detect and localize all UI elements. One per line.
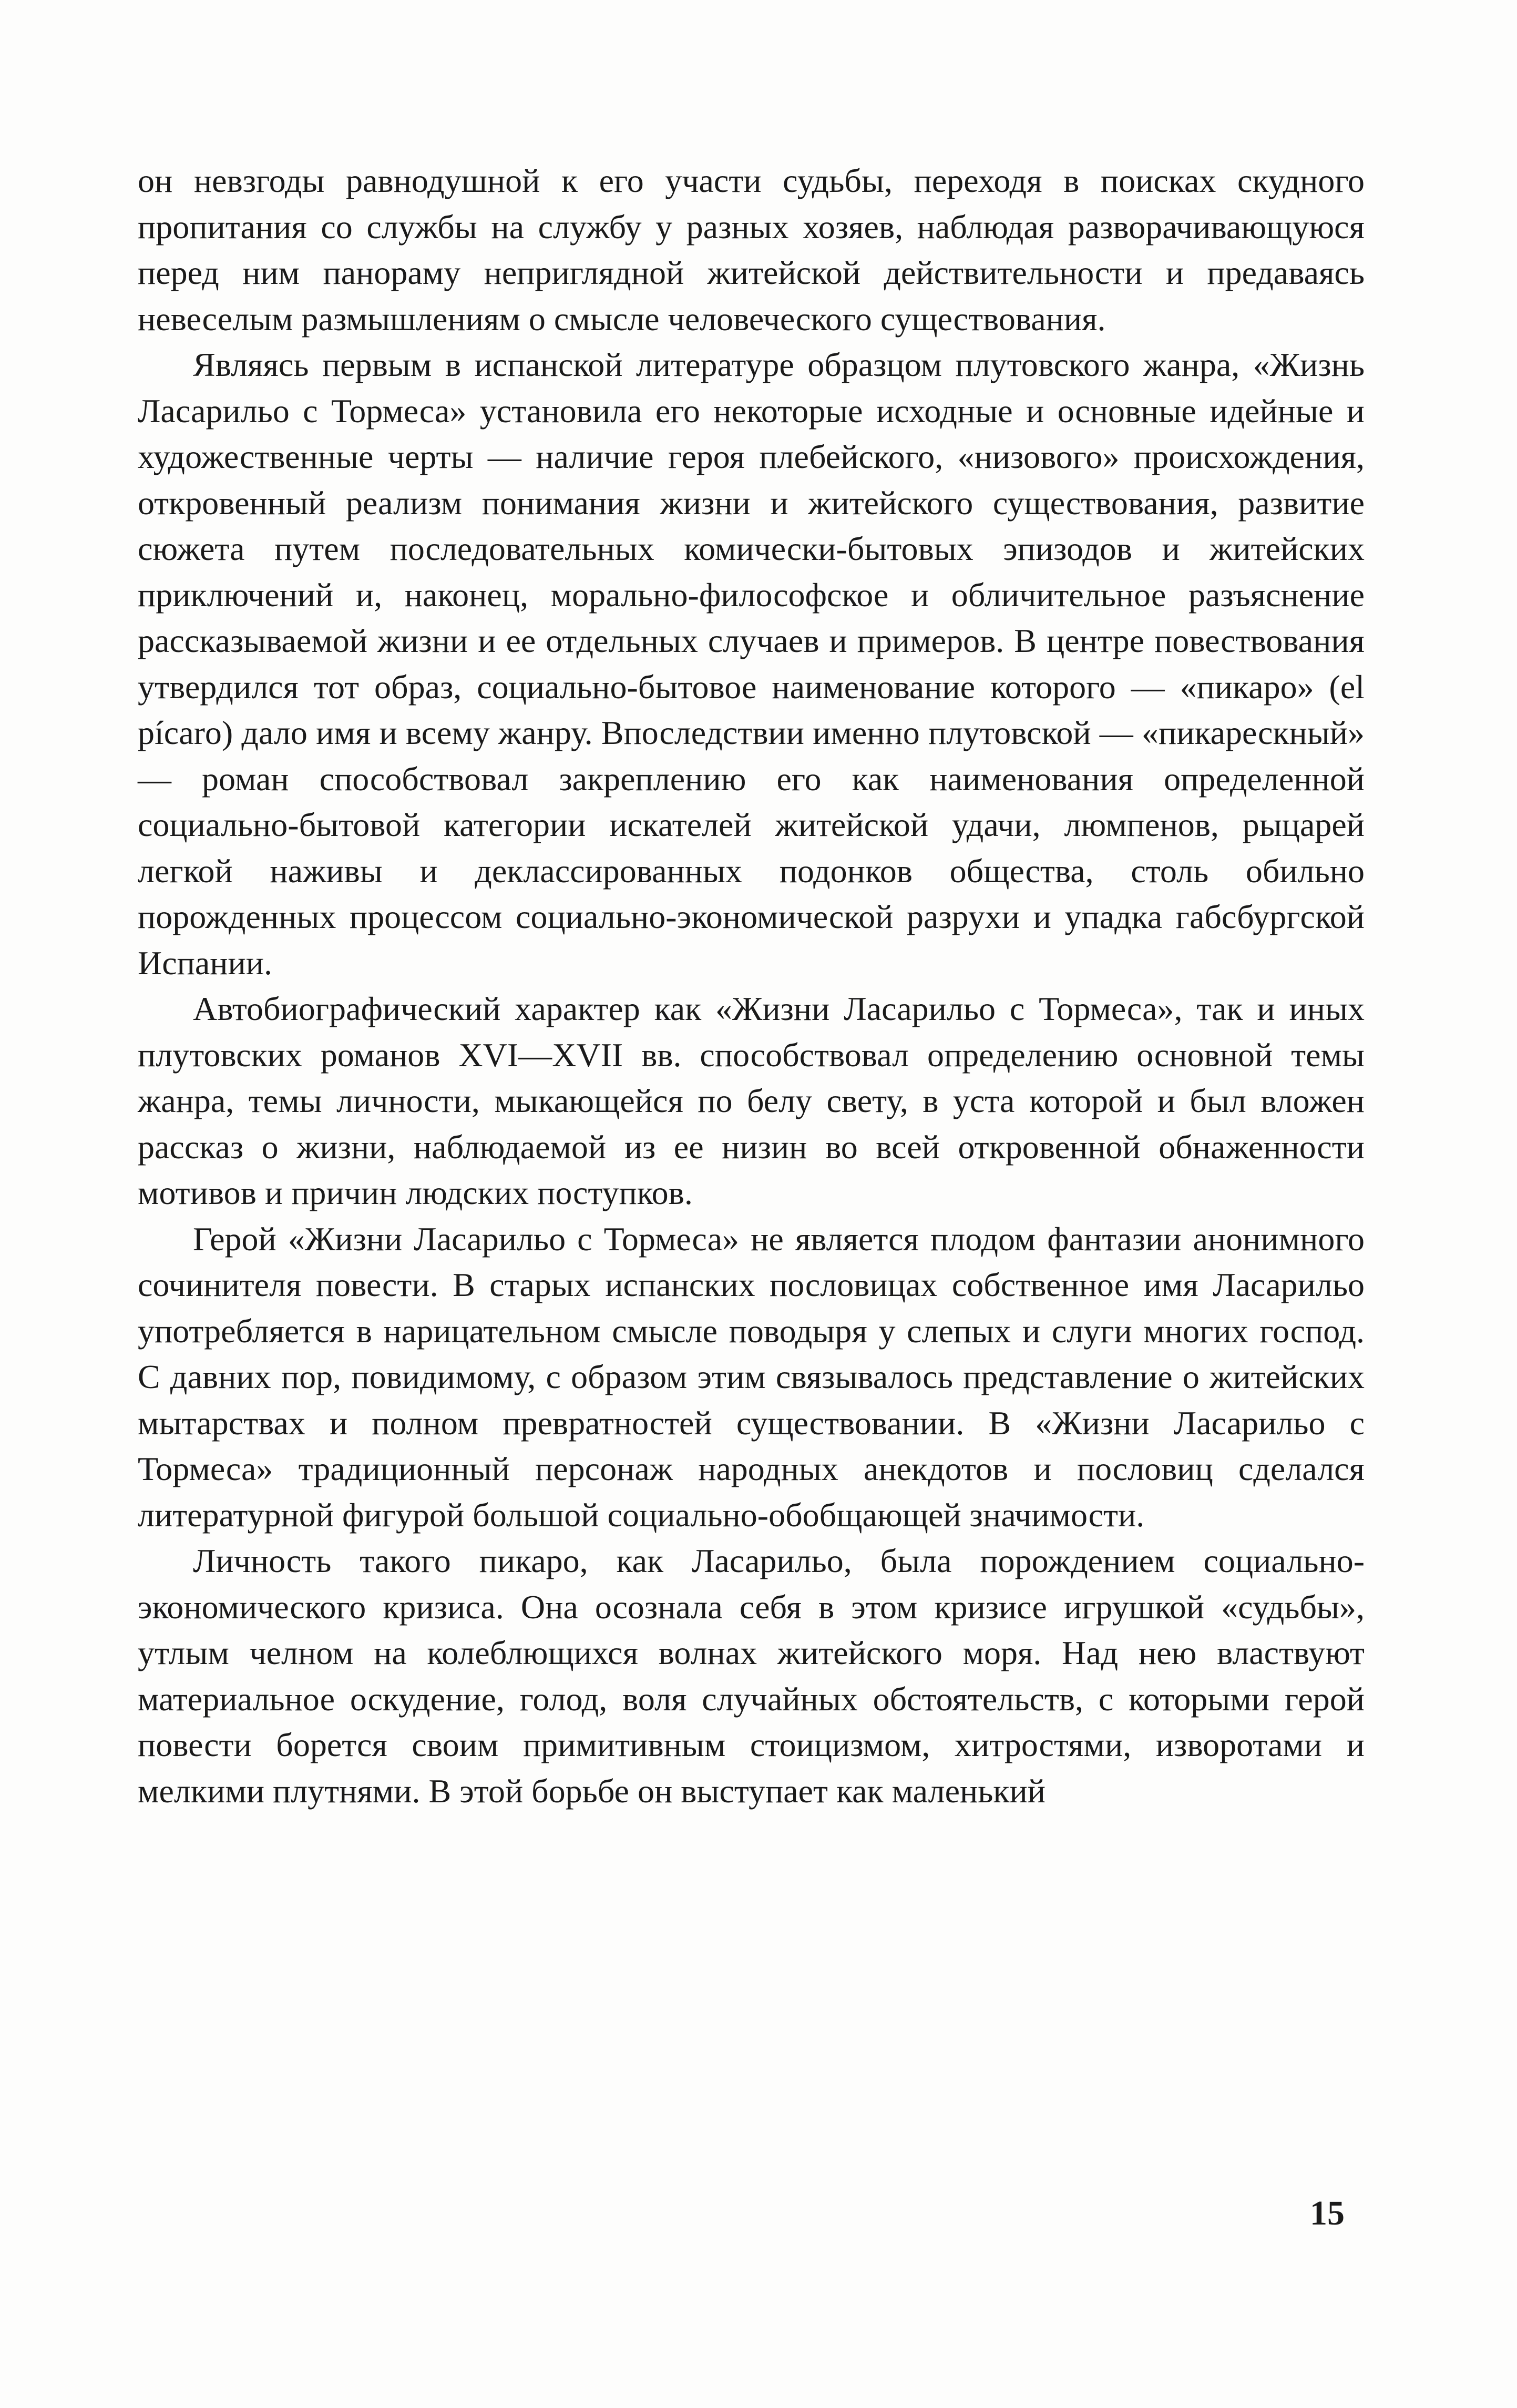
page-number: 15 — [1310, 2194, 1345, 2232]
paragraph-autobiographical: Автобиографический характер как «Жизни Ласарильо с Тормеса», так и иных плутовских романов XVI—XVII вв. способствовал определению основной темы жанра, темы личности, мыкающейся по белу свету, в уста которой и был вложен рассказ о жизни, наблюдаемой из ее низин во всей откровенной обнаженности мотивов и причин людских поступков. — [138, 990, 1365, 1211]
paragraph-picaro-personality: Личность такого пикаро, как Ласарильо, была порождением социально-экономического кризиса. Она осознала себя в этом кризисе игрушкой «судьбы», утлым челном на колеблющихся волнах житейского моря. Над нею властвуют материальное оскудение, голод, воля случайных обстоятельств, с которыми герой повести борется своим примитивным стоицизмом, хитростями, изворотами и мелкими плутнями. В этой борьбе он выступает как маленький — [138, 1542, 1365, 1810]
paragraph-picaresque-genre: Являясь первым в испанской литературе образцом плутовского жанра, «Жизнь Ласарильо с Тормеса» установила его некоторые исходные и основные идейные и художественные черты — наличие героя плебейского, «низового» происхождения, откровенный реализм понимания жизни и житейского существования, развитие сюжета путем последовательных комически-бытовых эпизодов и житейских приключений и, наконец, морально-философское и обличительное разъяснение рассказываемой жизни и ее отдельных случаев и примеров. В центре повествования утвердился тот образ, социально-бытовое наименование которого — «пикаро» (el pícaro) дало имя и всему жанру. Впоследствии именно плутовской — «пикарескный» — роман способствовал закреплению его как наименования определенной социально-бытовой категории искателей житейской удачи, люмпенов, рыцарей легкой наживы и деклассированных подонков общества, столь обильно порожденных процессом социально-экономической разрухи и упадка габсбургской Испании. — [138, 346, 1365, 982]
body-text — [138, 158, 1365, 1814]
paragraph-continued: он невзгоды равнодушной к его участи судьбы, переходя в поисках скудного пропитания со службы на службу у разных хозяев, наблюдая разворачивающуюся перед ним панораму неприглядной житейской действительности и предаваясь невеселым размышлениям о смысле человеческого существования. — [138, 162, 1365, 338]
paragraph-hero-origin: Герой «Жизни Ласарильо с Тормеса» не является плодом фантазии анонимного сочинителя повести. В старых испанских пословицах собственное имя Ласарильо употребляется в нарицательном смысле поводыря у слепых и слуги многих господ. С давних пор, повидимому, с образом этим связывалось представление о житейских мытарствах и полном превратностей существовании. В «Жизни Ласарильо с Тормеса» традиционный персонаж народных анекдотов и пословиц сделался литературной фигурой большой социально-обобщающей значимости. — [138, 1220, 1365, 1534]
